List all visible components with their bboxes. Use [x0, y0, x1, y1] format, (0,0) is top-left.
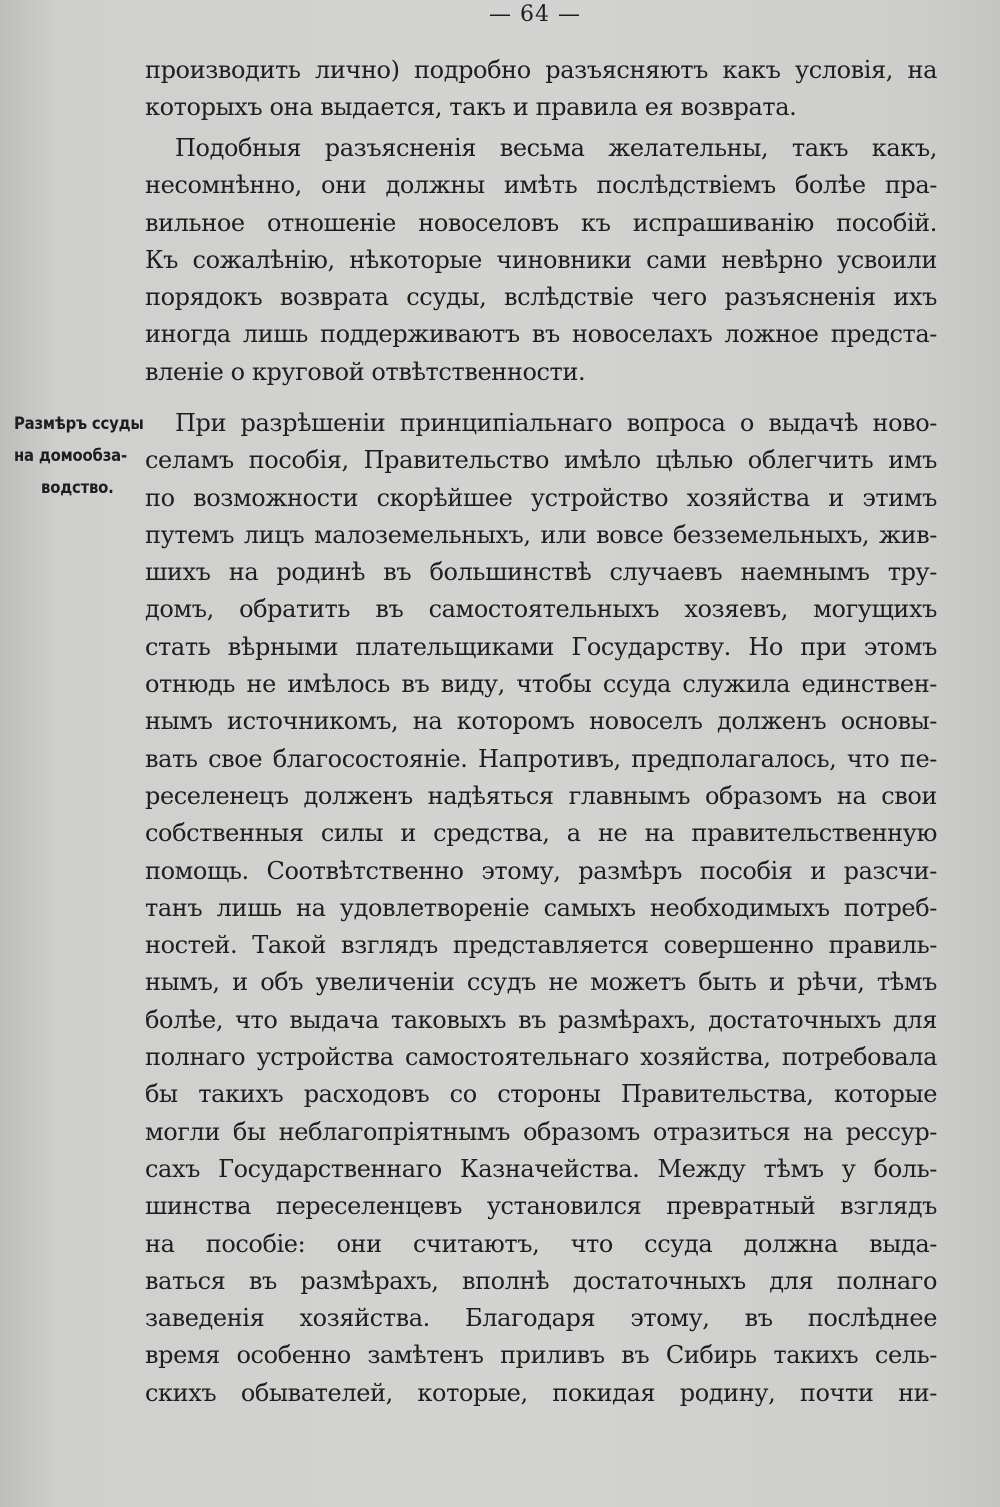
margin-note-line: водство. — [41, 478, 114, 497]
text-line: бы такихъ расходовъ со стороны Правительства, которые — [145, 1080, 937, 1109]
text-line: вать свое благосостояніе. Напротивъ, предполагалось, что пе- — [145, 744, 937, 773]
text-line: полнаго устройства самостоятельнаго хозяйства, потребовала — [145, 1043, 937, 1072]
text-line: домъ, обратить въ самостоятельныхъ хозяевъ, могущихъ — [145, 595, 937, 624]
text-line: шихъ на родинѣ въ большинствѣ случаевъ наемнымъ тру- — [145, 558, 937, 587]
text-line: порядокъ возврата ссуды, вслѣдствіе чего разъясненія ихъ — [145, 283, 937, 312]
text-line: танъ лишь на удовлетвореніе самыхъ необходимыхъ потреб- — [145, 893, 937, 922]
text-line: заведенія хозяйства. Благодаря этому, въ послѣднее — [145, 1304, 937, 1333]
margin-note-line: Размѣръ ссуды — [14, 414, 144, 433]
text-line: стать вѣрными плательщиками Государству. Но при этомъ — [145, 632, 937, 661]
text-line: вильное отношеніе новоселовъ къ испрашиванію пособій. — [145, 208, 937, 237]
margin-note-line: на домообза- — [14, 446, 127, 465]
text-line: по возможности скорѣйшее устройство хозяйства и этимъ — [145, 483, 937, 512]
paragraph-1 — [145, 52, 937, 127]
text-line: шинства переселенцевъ установился превратный взглядъ — [145, 1192, 937, 1221]
paragraph-3 — [145, 405, 937, 1412]
text-line: на пособіе: они считаютъ, что ссуда должна выда- — [145, 1229, 937, 1258]
text-line: собственныя силы и средства, а не на правительственную — [145, 819, 937, 848]
text-line: При разрѣшеніи принципіальнаго вопроса о выдачѣ ново- — [175, 409, 937, 437]
text-line: отнюдь не имѣлось въ виду, чтобы ссуда служила единствен- — [145, 670, 937, 699]
text-line: нымъ источникомъ, на которомъ новоселъ долженъ основы- — [145, 707, 937, 736]
text-line: нымъ, и объ увеличеніи ссудъ не можетъ быть и рѣчи, тѣмъ — [145, 968, 937, 997]
text-line: которыхъ она выдается, такъ и правила ея возврата. — [145, 93, 797, 122]
text-line: вленіе о круговой отвѣтственности. — [145, 357, 586, 386]
text-line: могли бы неблагопріятнымъ образомъ отразиться на рессур- — [145, 1117, 937, 1146]
text-line: путемъ лицъ малоземельныхъ, или вовсе безземельныхъ, жив- — [145, 520, 937, 549]
text-line: Подобныя разъясненія весьма желательны, такъ какъ, — [175, 134, 937, 162]
text-line: ностей. Такой взглядъ представляется совершенно правиль- — [145, 931, 937, 960]
page-number: — 64 — — [489, 2, 581, 27]
paragraph-2 — [145, 130, 937, 391]
text-line: скихъ обывателей, которые, покидая родину, почти ни- — [145, 1378, 937, 1407]
text-line: производить лично) подробно разъясняютъ какъ условія, на — [145, 56, 937, 84]
text-line: иногда лишь поддерживаютъ въ новоселахъ ложное предста- — [145, 320, 937, 349]
text-line: несомнѣнно, они должны имѣть послѣдствіемъ болѣе пра- — [145, 171, 937, 200]
text-line: помощь. Соотвѣтственно этому, размѣръ пособія и разсчи- — [145, 856, 937, 885]
text-line: болѣе, что выдача таковыхъ въ размѣрахъ, достаточныхъ для — [145, 1005, 937, 1034]
text-line: реселенецъ долженъ надѣяться главнымъ образомъ на свои — [145, 781, 937, 810]
text-line: селамъ пособія, Правительство имѣло цѣлью облегчить имъ — [145, 446, 937, 475]
text-line: сахъ Государственнаго Казначейства. Между тѣмъ у боль- — [145, 1154, 937, 1183]
margin-note — [14, 408, 142, 504]
text-line: время особенно замѣтенъ приливъ въ Сибирь такихъ сель- — [145, 1341, 937, 1370]
text-line: Къ сожалѣнію, нѣкоторые чиновники сами невѣрно усвоили — [145, 245, 937, 274]
text-line: ваться въ размѣрахъ, вполнѣ достаточныхъ для полнаго — [145, 1266, 937, 1295]
